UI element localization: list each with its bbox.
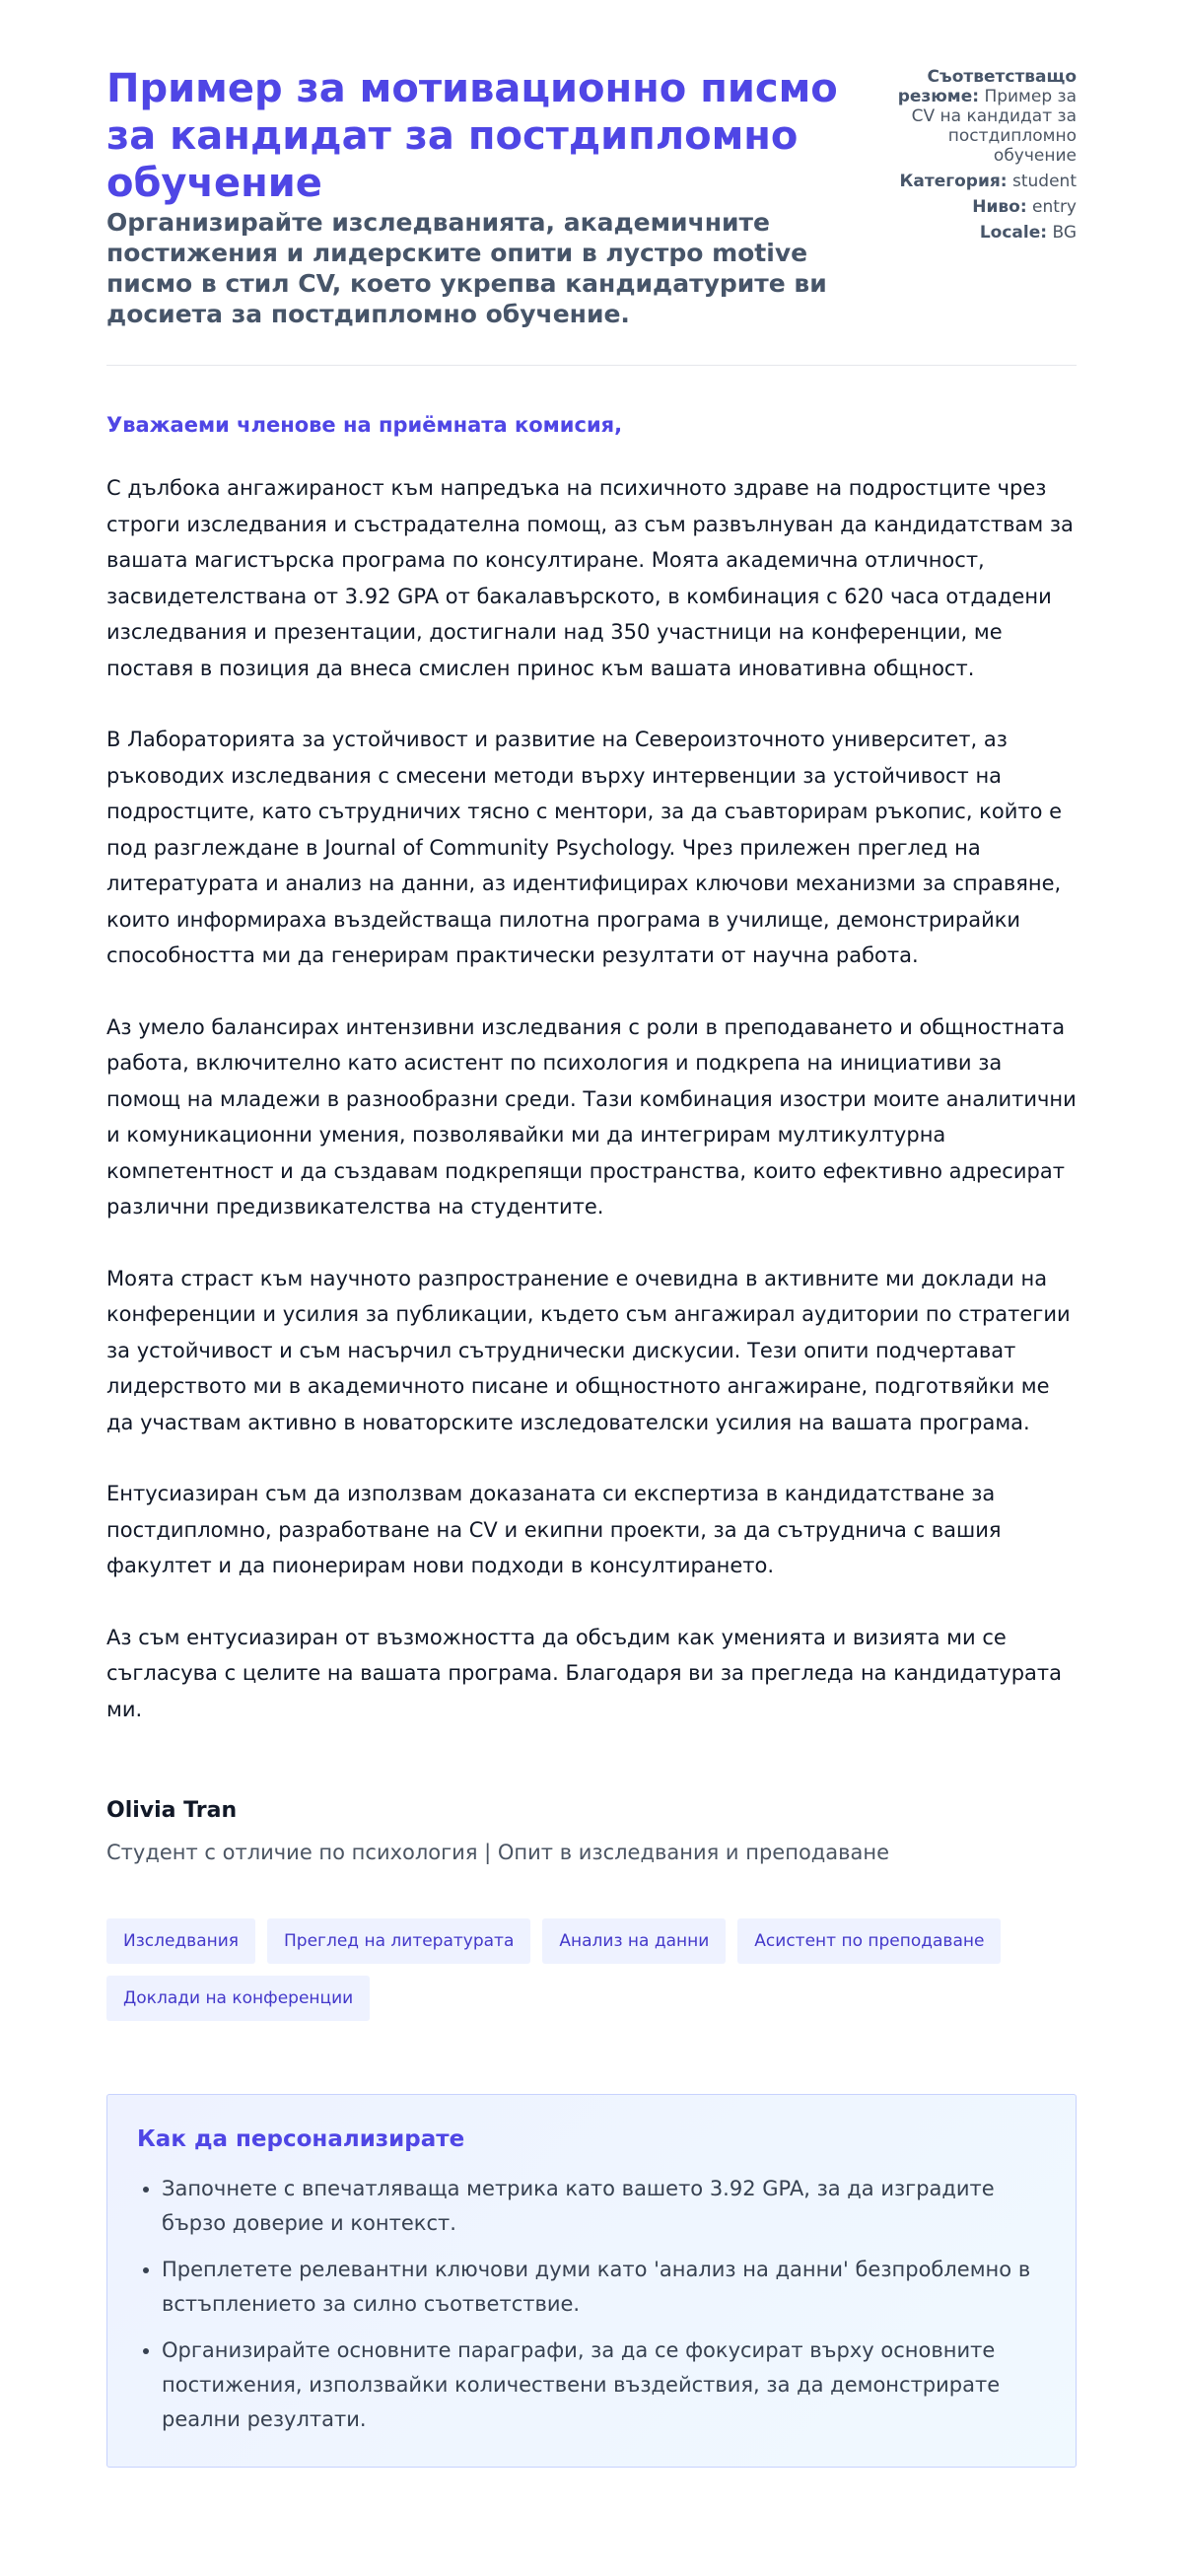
letter-paragraph: Моята страст към научното разпространение е очевидна в активните ми доклади на конференции и усилия за публикации, където съм ангажирал аудитории по стратегии за устойчивост и съм насърчил сътруднически дискусии. Тези опити подчертават лидерството ми в академичното писане и общностното ангажиране, подготвяйки ме да участвам активно в новаторските изследователски усилия на вашата програма.	[106, 1266, 1071, 1434]
tip-item: • Организирайте основните параграфи, за да се фокусират върху основните постижения, използвайки количествени въздействия, за да демонстрирате реални резултати.	[162, 2333, 1046, 2437]
letter-paragraph: Аз умело балансирах интензивни изследвания с роли в преподаването и общностната работа, включително като асистент по психология и подкрепа на инициативи за помощ на младежи в разнообразни среди. Тази комбинация изостри моите аналитични и комуникационни умения, позволявайки ми да интегрирам мултикултурна компетентност и да създавам подкрепящи пространства, които ефективно адресират различни предизвикателства на студентите.	[106, 1014, 1077, 1218]
meta-category-label: Категория:	[899, 172, 1008, 191]
skill-tag: Асистент по преподаване	[737, 1918, 1001, 1964]
meta-locale-value: BG	[1052, 223, 1077, 243]
letter-body	[106, 366, 1077, 1727]
meta-category	[889, 172, 1077, 191]
skill-tag: Анализ на данни	[542, 1918, 726, 1964]
meta-category-value: student	[1012, 172, 1077, 191]
header-text	[106, 65, 856, 329]
meta-locale	[889, 223, 1077, 243]
letter-paragraph: С дълбока ангажираност към напредъка на психичното здраве на подростците чрез строги изследвания и състрадателна помощ, аз съм развълнуван да кандидатствам за вашата магистърска програма по консултиране. Моята академична отличност, засвидетелствана от 3.92 GPA от бакалавърското, в комбинация с 620 часа отдадени изследвания и презентации, достигнали над 350 участници на конференции, ме поставя в позиция да внеса смислен принос към вашата иновативна общност.	[106, 476, 1074, 680]
skill-tags	[106, 1918, 1092, 2021]
meta-panel	[889, 65, 1077, 248]
letter-paragraph: В Лабораторията за устойчивост и развитие на Североизточното университет, аз ръководих изследвания с смесени методи върху интервенции за устойчивост на подростците, като сътрудничих тясно с ментори, за да съавторирам ръкопис, който е под разглеждане в Journal of Community Psychology. Чрез прилежен преглед на литературата и анализ на данни, аз идентифицирах ключови механизми за справяне, които информираха въздействаща пилотна програма в училище, демонстрирайки способността ми да генерирам практически резултати от научна работа.	[106, 728, 1063, 967]
customization-tips	[106, 2094, 1077, 2468]
page-title: Пример за мотивационно писмо за кандидат за постдипломно обучение	[106, 66, 838, 206]
skill-tag: Преглед на литературата	[267, 1918, 530, 1964]
meta-level	[889, 197, 1077, 217]
letter-paragraph: Аз съм ентусиазиран от възможността да обсъдим как уменията и визията ми се съгласува с целите на вашата програма. Благодаря ви за прегледа на кандидатурата ми.	[106, 1625, 1063, 1721]
page-subtitle: Организирайте изследванията, академичните постижения и лидерските опити в лустро motive писмо в стил CV, което укрепва кандидатурите ви досиета за постдипломно обучение.	[106, 208, 827, 328]
signature-block	[106, 1796, 1077, 1867]
tip-item: • Започнете с впечатляваща метрика като вашето 3.92 GPA, за да изградите бързо доверие и контекст.	[162, 2172, 1046, 2241]
meta-level-value: entry	[1032, 197, 1077, 217]
meta-locale-label: Locale:	[979, 223, 1048, 243]
meta-resume-value: Пример за CV на кандидат за постдипломно обучение	[911, 87, 1077, 166]
meta-resume-label: Съответстващо резюме:	[897, 67, 1077, 106]
tips-list	[137, 2172, 1046, 2437]
letter-paragraph: Ентусиазиран съм да използвам доказаната си експертиза в кандидатстване за постдипломно, разработване на CV и екипни проекти, за да сътруднича с вашия факултет и да пионерирам нови подходи в консултирането.	[106, 1482, 1002, 1577]
skill-tag: Доклади на конференции	[106, 1976, 370, 2021]
signature-name: Olivia Tran	[106, 1798, 238, 1823]
meta-resume	[889, 67, 1077, 166]
letter-salutation: Уважаеми членове на приёмната комисия,	[106, 413, 623, 437]
signature-title: Студент с отличие по психология | Опит в изследвания и преподаване	[106, 1841, 890, 1864]
meta-level-label: Ниво:	[972, 197, 1027, 217]
tips-title: Как да персонализирате	[137, 2126, 465, 2152]
page-header	[106, 0, 1077, 366]
tip-item: • Преплетете релевантни ключови думи като 'анализ на данни' безпроблемно в встъплението за силно съответствие.	[162, 2253, 1046, 2322]
skill-tag: Изследвания	[106, 1918, 255, 1964]
